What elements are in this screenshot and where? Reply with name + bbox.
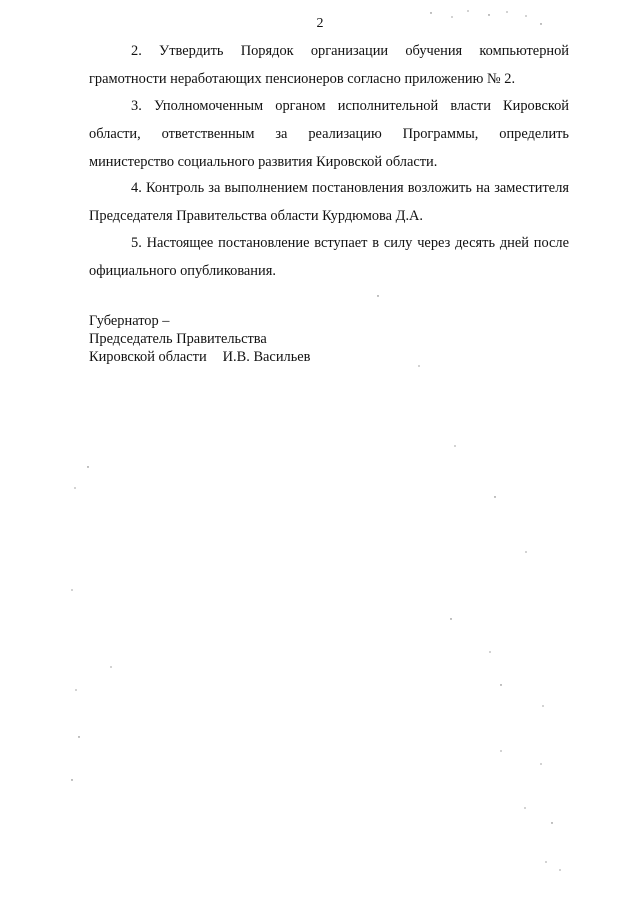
signature-region-text: Кировской области [89, 349, 207, 365]
paragraph-3: 3. Уполномоченным органом исполнительной власти Кировской области, ответственным за реализацию Программы, определить министерство социального развития Кировской области. [89, 98, 569, 170]
signature-title-chairman: Председатель Правительства [89, 331, 267, 347]
page-number: 2 [316, 16, 324, 31]
signatory-name: И.В. Васильев [222, 349, 311, 365]
paragraph-5: 5. Настоящее постановление вступает в силу через десять дней после официального опубликования. [89, 235, 569, 279]
signature-title-governor: Губернатор – [89, 313, 170, 329]
signature-block [89, 312, 310, 366]
paragraph-2: 2. Утвердить Порядок организации обучения компьютерной грамотности неработающих пенсионеров согласно приложению № 2. [89, 43, 569, 87]
signature-title-region [89, 348, 310, 366]
paragraph-4: 4. Контроль за выполнением постановления возложить на заместителя Председателя Правительства области Курдюмова Д.А. [89, 180, 569, 224]
